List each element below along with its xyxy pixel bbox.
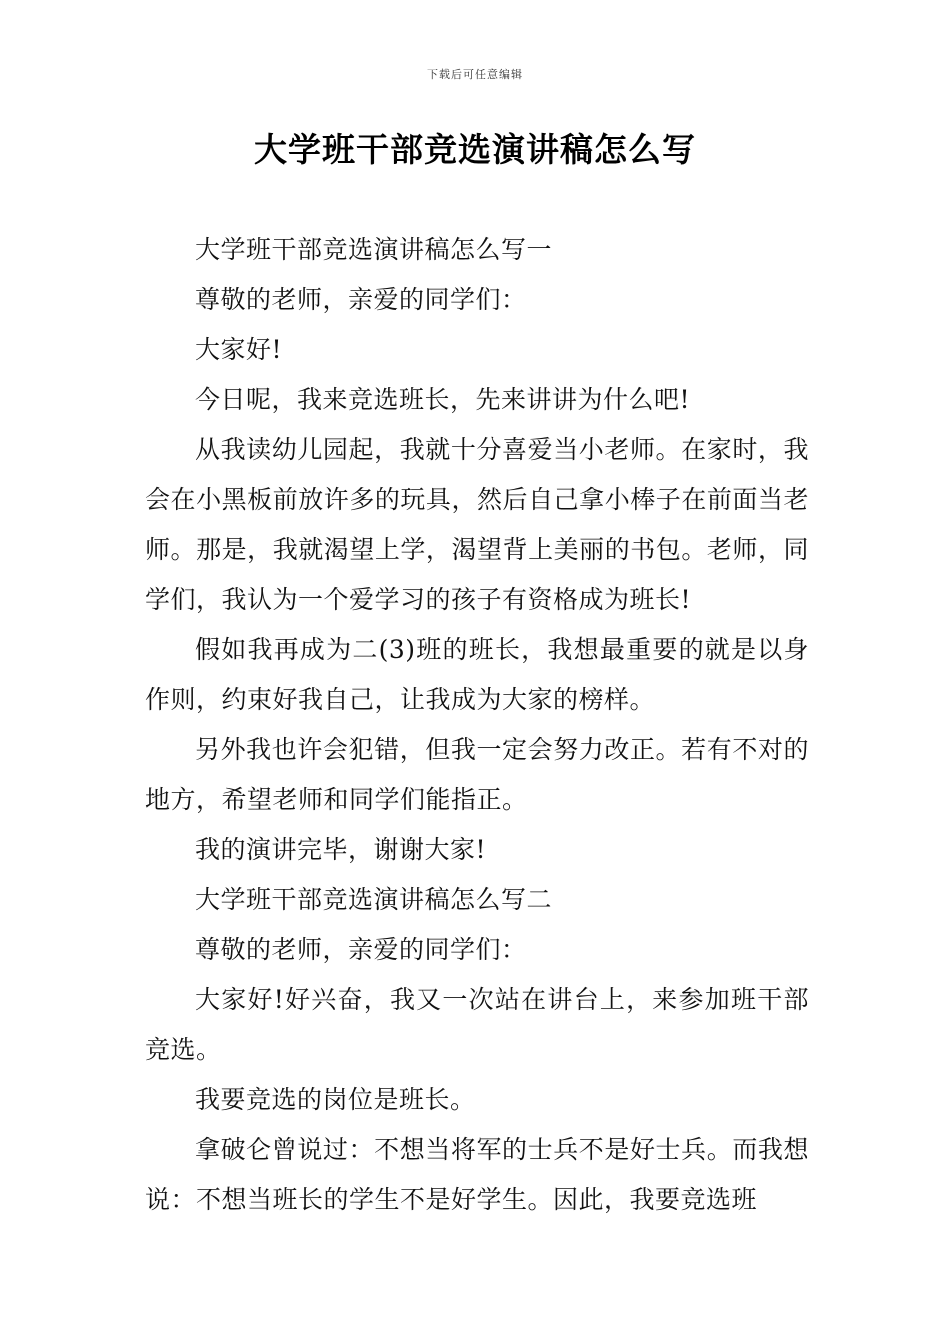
section-heading-1: 大学班干部竞选演讲稿怎么写一 — [195, 235, 553, 264]
body-paragraph: 拿破仑曾说过：不想当将军的士兵不是好士兵。而我想说：不想当班长的学生不是好学生。因此，我要竞选班 — [145, 1135, 809, 1214]
body-paragraph: 假如我再成为二(3)班的班长，我想最重要的就是以身作则，约束好我自己，让我成为大家的榜样。 — [145, 635, 809, 714]
closing-paragraph: 我的演讲完毕，谢谢大家! — [195, 835, 487, 864]
salutation-paragraph: 尊敬的老师，亲爱的同学们： — [195, 285, 527, 314]
body-paragraph: 另外我也许会犯错，但我一定会努力改正。若有不对的地方，希望老师和同学们能指正。 — [145, 735, 809, 814]
body-paragraph: 从我读幼儿园起，我就十分喜爱当小老师。在家时，我会在小黑板前放许多的玩具，然后自己拿小棒子在前面当老师。那是，我就渴望上学，渴望背上美丽的书包。老师，同学们，我认为一个爱学习的孩子有资格成为班长! — [145, 435, 809, 614]
document-body — [145, 225, 809, 1225]
body-paragraph: 今日呢，我来竞选班长，先来讲讲为什么吧! — [195, 385, 691, 414]
page-header-note: 下载后可任意编辑 — [427, 68, 523, 81]
salutation-paragraph: 尊敬的老师，亲爱的同学们： — [195, 935, 527, 964]
section-heading-2: 大学班干部竞选演讲稿怎么写二 — [195, 885, 553, 914]
document-title: 大学班干部竞选演讲稿怎么写 — [254, 130, 696, 169]
body-paragraph: 我要竞选的岗位是班长。 — [195, 1085, 476, 1114]
greeting-paragraph: 大家好! — [195, 335, 283, 364]
greeting-paragraph: 大家好!好兴奋，我又一次站在讲台上，来参加班干部竞选。 — [145, 985, 809, 1064]
